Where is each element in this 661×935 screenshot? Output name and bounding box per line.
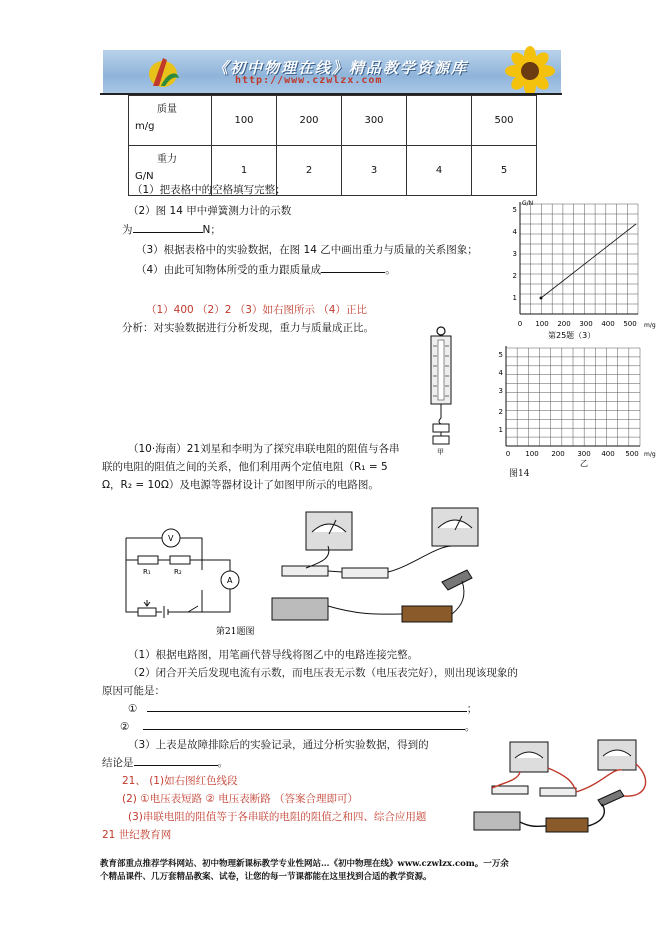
q20-part1: （1）把表格中的空格填写完整； (132, 184, 286, 196)
circuit-equipment-illustration (216, 506, 482, 637)
header-banner (103, 50, 561, 93)
graph-point (540, 297, 543, 300)
q21-answer-3: (3)串联电阻的阻值等于各串联的电阻的阻值之和四、综合应用题 (128, 811, 427, 823)
q21-part2b: 原因可能是： (102, 685, 165, 697)
x-tick: 500 (625, 450, 639, 458)
q20-analysis: 分析：对实验数据进行分析发现，重力与质量成正比。 (122, 322, 374, 334)
row-unit: G/N (135, 171, 154, 182)
x-tick: 100 (535, 320, 549, 328)
y-tick: 4 (498, 369, 503, 377)
x-tick: 200 (557, 320, 571, 328)
y-tick: 1 (512, 294, 517, 302)
y-axis-label: G/N (522, 200, 534, 207)
y-tick: 5 (498, 351, 503, 359)
q21-part3b (102, 755, 228, 770)
r1-label: R₁ (143, 568, 151, 576)
x-tick: 0 (505, 450, 511, 458)
row-label: 质量 (157, 104, 177, 115)
footer-line-2: 个精品课件、几万套精品教案、试卷，让您的每一节课都能在这里找到合适的教学资源。 (100, 872, 432, 882)
graph-caption: 乙 (580, 459, 588, 468)
relation-blank[interactable] (321, 272, 385, 273)
table-cell: 100 (212, 96, 277, 146)
answer-wire (576, 770, 622, 792)
table-cell: 500 (472, 96, 537, 146)
q20-part4 (136, 262, 396, 277)
x-tick: 400 (601, 450, 615, 458)
q21-part3b-suffix: 。 (217, 757, 228, 769)
table-cell: 5 (472, 146, 537, 196)
y-tick: 3 (498, 387, 503, 395)
q20-answer: （1）400 （2）2 （3）如右图所示 （4）正比 (146, 304, 367, 316)
table-cell: 200 (277, 96, 342, 146)
y-tick: 5 (512, 206, 517, 214)
table-cell: 2 (277, 146, 342, 196)
x-tick: 300 (579, 320, 593, 328)
q21-answer-1: 21、 (1)如右图红色线段 (122, 775, 238, 787)
x-tick: 100 (525, 450, 539, 458)
answer-wire (548, 768, 576, 790)
weight-mass-graph (498, 196, 660, 342)
spring-label: 甲 (437, 448, 444, 456)
table-cell: 4 (407, 146, 472, 196)
x-tick: 500 (623, 320, 637, 328)
graph-line (541, 224, 636, 298)
y-tick: 2 (512, 272, 517, 280)
logo-icon (143, 52, 183, 92)
figure-21-caption: 第21题图 (216, 627, 255, 637)
conclusion-blank[interactable] (134, 765, 218, 766)
graph-caption: 第25题（3） (548, 331, 596, 340)
q20-part2b-suffix: N； (202, 224, 221, 236)
q20-part2b (122, 222, 221, 237)
spring-reading-blank[interactable] (133, 232, 203, 233)
x-tick: 300 (577, 450, 591, 458)
row-unit: m/g (135, 121, 155, 132)
blank-graph-yi (490, 342, 660, 470)
x-tick: 0 (517, 320, 523, 328)
q20-part2a: （2）图 14 甲中弹簧测力计的示数 (128, 205, 292, 217)
q21-part2a: （2）闭合开关后发现电流有示数，而电压表无示数（电压表完好），则出现该现象的 (128, 667, 518, 679)
x-axis-unit: m/g (644, 451, 656, 458)
ammeter-label: A (227, 576, 233, 585)
page-footer (100, 858, 570, 884)
y-tick: 2 (498, 408, 503, 416)
table-cell: 300 (342, 96, 407, 146)
table-cell: 3 (342, 146, 407, 196)
x-axis-unit: m/g (644, 322, 656, 329)
x-tick: 200 (551, 450, 565, 458)
circuit-diagram (118, 520, 248, 624)
cause-blank-1[interactable] (147, 711, 467, 712)
row-label: 重力 (157, 154, 177, 165)
q20-part4-suffix: 。 (385, 264, 396, 276)
q20-part3: （3）根据表格中的实验数据，在图 14 乙中画出重力与质量的关系图象； (136, 244, 478, 256)
x-tick: 400 (601, 320, 615, 328)
spring-scale-icon (425, 326, 465, 456)
answer-wire (520, 822, 546, 826)
q21-intro-line3: Ω，R₂ = 10Ω）及电源等器材设计了如图甲所示的电路图。 (102, 479, 379, 491)
q20-part2b-prefix: 为 (122, 224, 133, 236)
answer-wire (588, 804, 604, 826)
banner-url[interactable]: http://www.czwlzx.com (235, 75, 383, 86)
q21-intro-line1: （10·海南）21刘星和李明为了探究串联电阻的阻值与各串 (128, 443, 400, 455)
q20-part4-prefix: （4）由此可知物体所受的重力跟质量成 (136, 264, 322, 276)
banner-title: 《初中物理在线》精品教学资源库 (213, 59, 469, 77)
y-tick: 1 (498, 426, 503, 434)
table-cell-empty[interactable] (407, 96, 472, 146)
y-tick: 4 (512, 228, 517, 236)
blank1-number: ① (128, 703, 138, 715)
q21-answer-2: (2) ①电压表短路 ② 电压表断路 （答案合理即可） (122, 793, 359, 805)
q21-part1: （1）根据电路图，用笔画代替导线将图乙中的电路连接完整。 (128, 649, 419, 661)
q21-blank2-row (120, 719, 475, 734)
blank1-end: ； (466, 703, 478, 715)
q21-blank1-row (128, 701, 477, 716)
r2-label: R₂ (174, 568, 182, 576)
blank2-end: 。 (464, 721, 476, 733)
table-cell: 1 (212, 146, 277, 196)
figure-14-label: 图14 (509, 469, 530, 479)
sunflower-icon (499, 46, 561, 96)
q21-part3b-prefix: 结论是 (102, 757, 134, 769)
y-tick: 3 (512, 250, 517, 258)
q21-intro-line2: 联的电阻的阻值之间的关系，他们利用两个定值电阻（R₁ = 5 (102, 461, 388, 473)
voltmeter-label: V (168, 534, 174, 543)
cause-blank-2[interactable] (143, 729, 465, 730)
mass-weight-table (128, 95, 537, 196)
table-header-cell (129, 96, 212, 146)
table-row (129, 96, 537, 146)
q21-answer-4: 21 世纪教育网 (102, 829, 172, 841)
answer-circuit-illustration (462, 738, 658, 848)
q21-part3a: （3）上表是故障排除后的实验记录，通过分析实验数据，得到的 (128, 739, 429, 751)
blank2-number: ② (120, 721, 130, 733)
footer-line-1: 教育部重点推荐学科网站、初中物理新课标教学专业性网站…《初中物理在线》www.czwlzx.com。一万余 (100, 859, 509, 869)
